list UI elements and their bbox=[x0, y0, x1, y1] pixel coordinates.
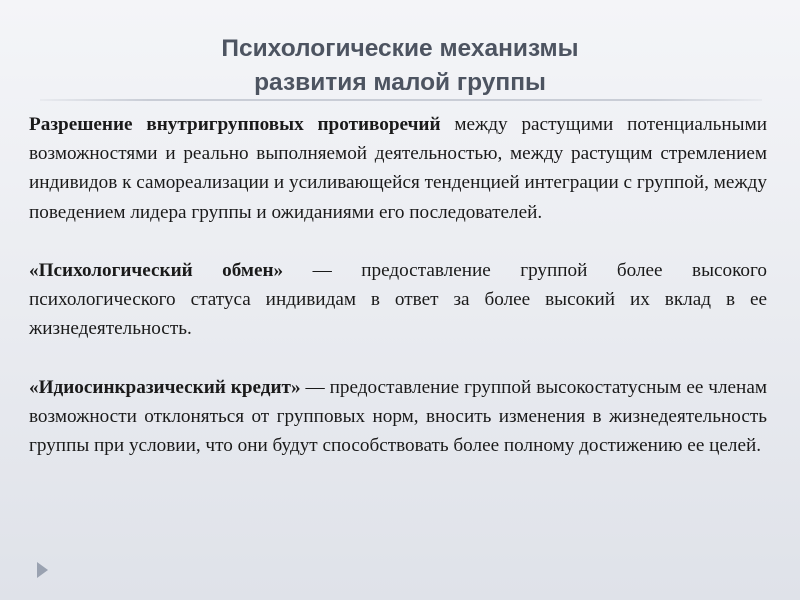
title-divider bbox=[40, 99, 762, 101]
slide-body bbox=[29, 110, 767, 460]
paragraph-idiosyncrasy-credit bbox=[29, 373, 767, 461]
triangle-right-icon[interactable] bbox=[37, 562, 48, 578]
term-psychological-exchange: «Психологический обмен» bbox=[29, 260, 284, 281]
text-idiosyncrasy-credit: — предоставление группой высокостатусным ее членам возможности отклоняться от групповых норм, вносить изменения в жизнедеятельность группы при условии, что они будут способствовать более полному достижению ее целей. bbox=[29, 376, 767, 457]
slide-title bbox=[40, 32, 760, 100]
title-line-2: развития малой группы bbox=[254, 69, 546, 96]
text-internal-contradictions: между растущими потенциальными возможностями и реально выполняемой деятельностью, между растущим стремлением индивидов к самореализации и усиливающейся тенденцией интеграции с группой, между поведением лидера группы и ожиданиями его последователей. bbox=[29, 114, 767, 223]
text-psychological-exchange: — предоставление группой более высокого психологического статуса индивидам в ответ за более высокий их вклад в ее жизнедеятельность. bbox=[29, 260, 767, 340]
paragraph-psychological-exchange bbox=[29, 256, 767, 344]
paragraph-internal-contradictions bbox=[29, 110, 767, 227]
title-line-1: Психологические механизмы bbox=[221, 35, 579, 62]
term-idiosyncrasy-credit: «Идиосинкразический кредит» bbox=[29, 376, 301, 398]
term-internal-contradictions: Разрешение внутригрупповых противоречий bbox=[29, 114, 441, 135]
